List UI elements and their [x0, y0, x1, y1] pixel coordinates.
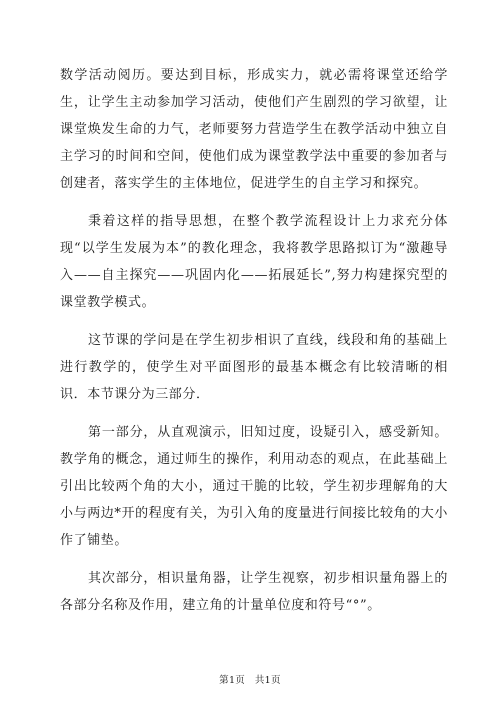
- paragraph-2: 秉着这样的指导思想，在整个教学流程设计上力求充分体现“以学生发展为本”的教化理念，我将教学思路拟订为“激趣导入——自主探究——巩固内化——拓展延长”,努力构建探究型的课堂教学模式。: [60, 214, 448, 310]
- page-footer: 第1页 共1页: [219, 675, 281, 686]
- paragraph-1: 数学活动阅历。要达到目标，形成实力，就必需将课堂还给学生，让学生主动参加学习活动，使他们产生剧烈的学习欲望，让课堂焕发生命的力气，老师要努力营造学生在教学活动中独立自主学习的时间和空间，使他们成为课堂教学法中重要的参加者与创建者，落实学生的主体地位，促进学生的自主学习和探究。: [60, 68, 448, 191]
- paragraph-4: 第一部分，从直观演示，旧知过度，设疑引入，感受新知。教学角的概念，通过师生的操作，利用动态的观点，在此基础上引出比较两个角的大小，通过干脆的比较，学生初步理解角的大小与两边*开的程度有关，为引入角的度量进行间接比较角的大小作了铺垫。: [60, 425, 448, 548]
- paragraph-3: 这节课的学问是在学生初步相识了直线，线段和角的基础上进行教学的，使学生对平面图形的最基本概念有比较清晰的相识．本节课分为三部分．: [60, 333, 448, 402]
- paragraph-5: 其次部分，相识量角器，让学生视察，初步相识量角器上的各部分名称及作用，建立角的计量单位度和符号“°”。: [60, 571, 448, 613]
- document-body: [60, 62, 448, 630]
